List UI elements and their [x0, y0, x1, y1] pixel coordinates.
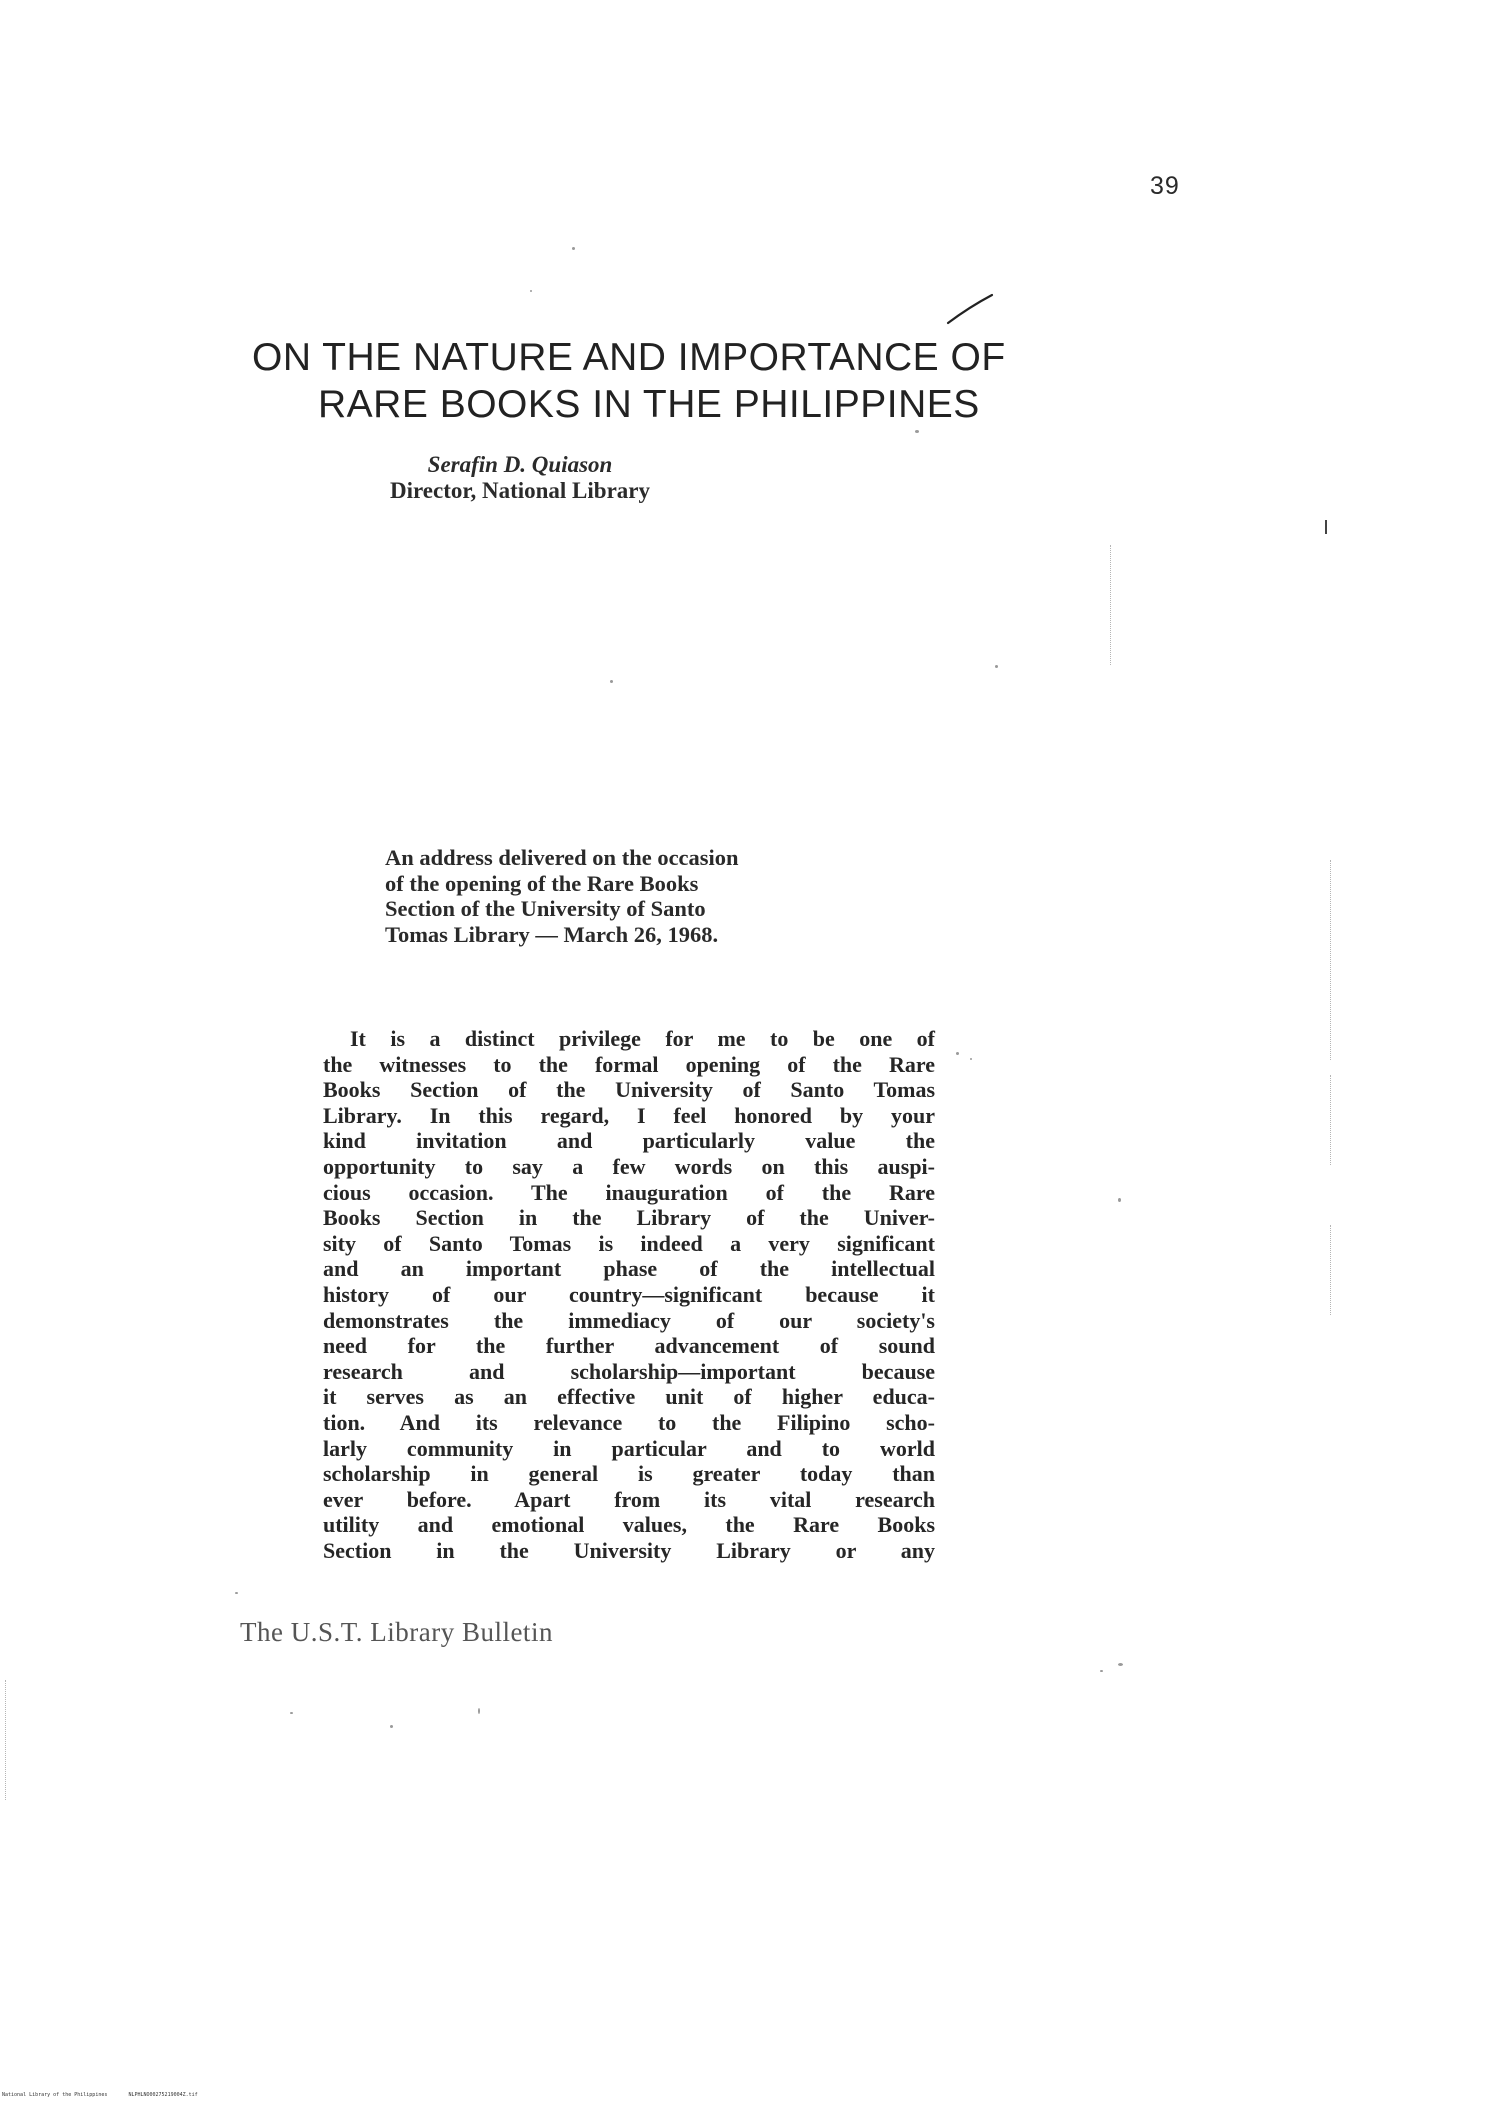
- body-line: utility and emotional values, the Rare Books: [323, 1512, 935, 1538]
- body-line: it serves as an effective unit of higher educa-: [323, 1384, 935, 1410]
- publication-footer: The U.S.T. Library Bulletin: [240, 1617, 553, 1647]
- author-name: Serafin D. Quiason: [427, 452, 613, 477]
- article-title-line-2: RARE BOOKS IN THE PHILIPPINES: [318, 383, 980, 426]
- pen-mark-icon: [945, 292, 995, 326]
- occasion-line: An address delivered on the occasion: [385, 845, 739, 870]
- occasion-line: of the opening of the Rare Books: [385, 870, 699, 896]
- article-title-line-1: ON THE NATURE AND IMPORTANCE OF: [252, 336, 1006, 379]
- author-role: Director, National Library: [390, 478, 650, 503]
- body-line: opportunity to say a few words on this auspi-: [323, 1153, 935, 1179]
- body-line: larly community in particular and to world: [323, 1435, 935, 1461]
- scan-source: National Library of the Philippines: [2, 2092, 108, 2098]
- body-line: Library. In this regard, I feel honored by your: [323, 1102, 935, 1128]
- page-number: 39: [1150, 172, 1180, 200]
- body-line: sity of Santo Tomas is indeed a very significant: [323, 1230, 935, 1256]
- body-line: tion. And its relevance to the Filipino scho-: [323, 1409, 935, 1435]
- body-line: It is a distinct privilege for me to be one of: [350, 1026, 935, 1051]
- body-line: cious occasion. The inauguration of the Rare: [323, 1179, 935, 1205]
- margin-mark: [1325, 520, 1327, 534]
- body-line: Books Section of the University of Santo Tomas: [323, 1077, 935, 1103]
- scan-filename: NLPHLNO00275219004Z.tif: [128, 2092, 198, 2098]
- scan-footer: [2, 2092, 198, 2098]
- body-line: ever before. Apart from its vital research: [323, 1486, 935, 1512]
- body-line: Section in the University Library or any: [323, 1537, 935, 1563]
- body-line: need for the further advancement of sound: [323, 1333, 935, 1359]
- body-line: and an important phase of the intellectual: [323, 1256, 935, 1282]
- body-line: scholarship in general is greater today than: [323, 1461, 935, 1487]
- body-line: research and scholarship—important because: [323, 1358, 935, 1384]
- body-line: kind invitation and particularly value the: [323, 1128, 935, 1154]
- occasion-line: Tomas Library — March 26, 1968.: [385, 921, 719, 947]
- body-line: demonstrates the immediacy of our society's: [323, 1307, 935, 1333]
- body-line: Books Section in the Library of the Univer-: [323, 1205, 935, 1231]
- body-line: history of our country—significant because it: [323, 1281, 935, 1307]
- occasion-note: [385, 845, 845, 947]
- occasion-line: Section of the University of Santo: [385, 896, 706, 921]
- body-line: the witnesses to the formal opening of the Rare: [323, 1051, 935, 1077]
- body-paragraph: [323, 1026, 935, 1563]
